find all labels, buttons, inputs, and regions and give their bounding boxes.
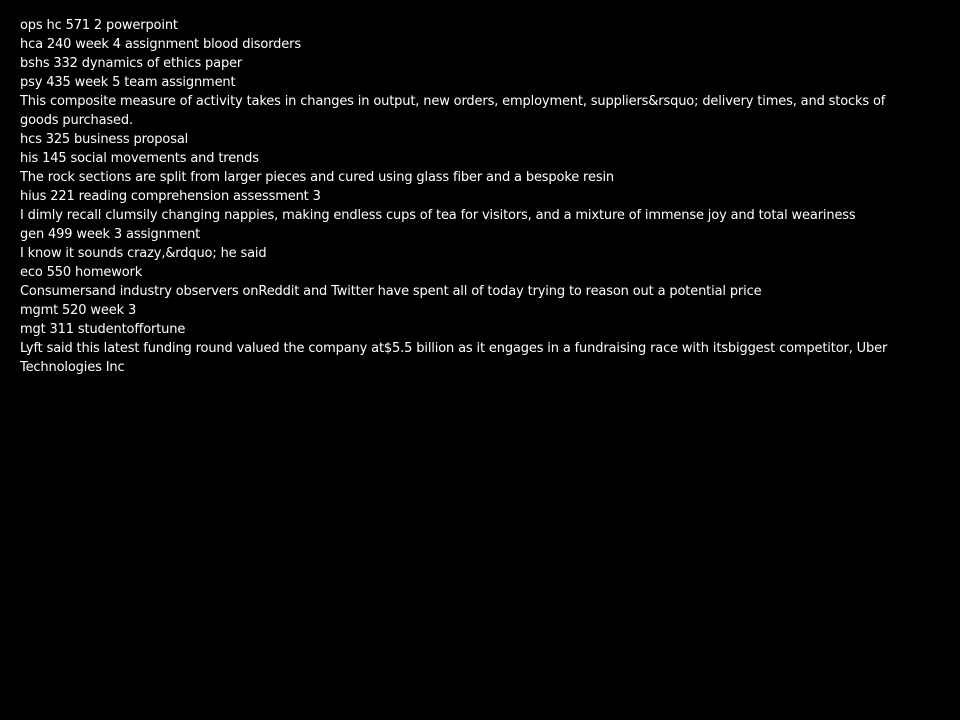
text-line: This composite measure of activity takes in changes in output, new orders, employment, suppliers&rsquo; delivery times, and stocks of goods purchased. bbox=[20, 94, 886, 128]
text-line: eco 550 homework bbox=[20, 265, 143, 280]
text-line: mgmt 520 week 3 bbox=[20, 303, 137, 318]
text-list bbox=[20, 16, 910, 377]
text-line: mgt 311 studentoffortune bbox=[20, 322, 186, 337]
text-line: gen 499 week 3 assignment bbox=[20, 227, 201, 242]
text-line: The rock sections are split from larger pieces and cured using glass fiber and a bespoke resin bbox=[20, 170, 614, 185]
text-line: his 145 social movements and trends bbox=[20, 151, 259, 166]
text-line: hius 221 reading comprehension assessment 3 bbox=[20, 189, 321, 204]
text-line: I know it sounds crazy,&rdquo; he said bbox=[20, 246, 267, 261]
text-line: Consumersand industry observers onReddit and Twitter have spent all of today trying to reason out a potential price bbox=[20, 284, 762, 299]
text-line: psy 435 week 5 team assignment bbox=[20, 75, 236, 90]
text-line: bshs 332 dynamics of ethics paper bbox=[20, 56, 243, 71]
text-line: I dimly recall clumsily changing nappies, making endless cups of tea for visitors, and a mixture of immense joy and total weariness bbox=[20, 208, 856, 223]
text-line: hca 240 week 4 assignment blood disorders bbox=[20, 37, 301, 52]
text-line: ops hc 571 2 powerpoint bbox=[20, 18, 178, 33]
text-line: Lyft said this latest funding round valued the company at$5.5 billion as it engages in a fundraising race with itsbiggest competitor, Uber Technologies Inc bbox=[20, 341, 888, 375]
text-line: hcs 325 business proposal bbox=[20, 132, 189, 147]
